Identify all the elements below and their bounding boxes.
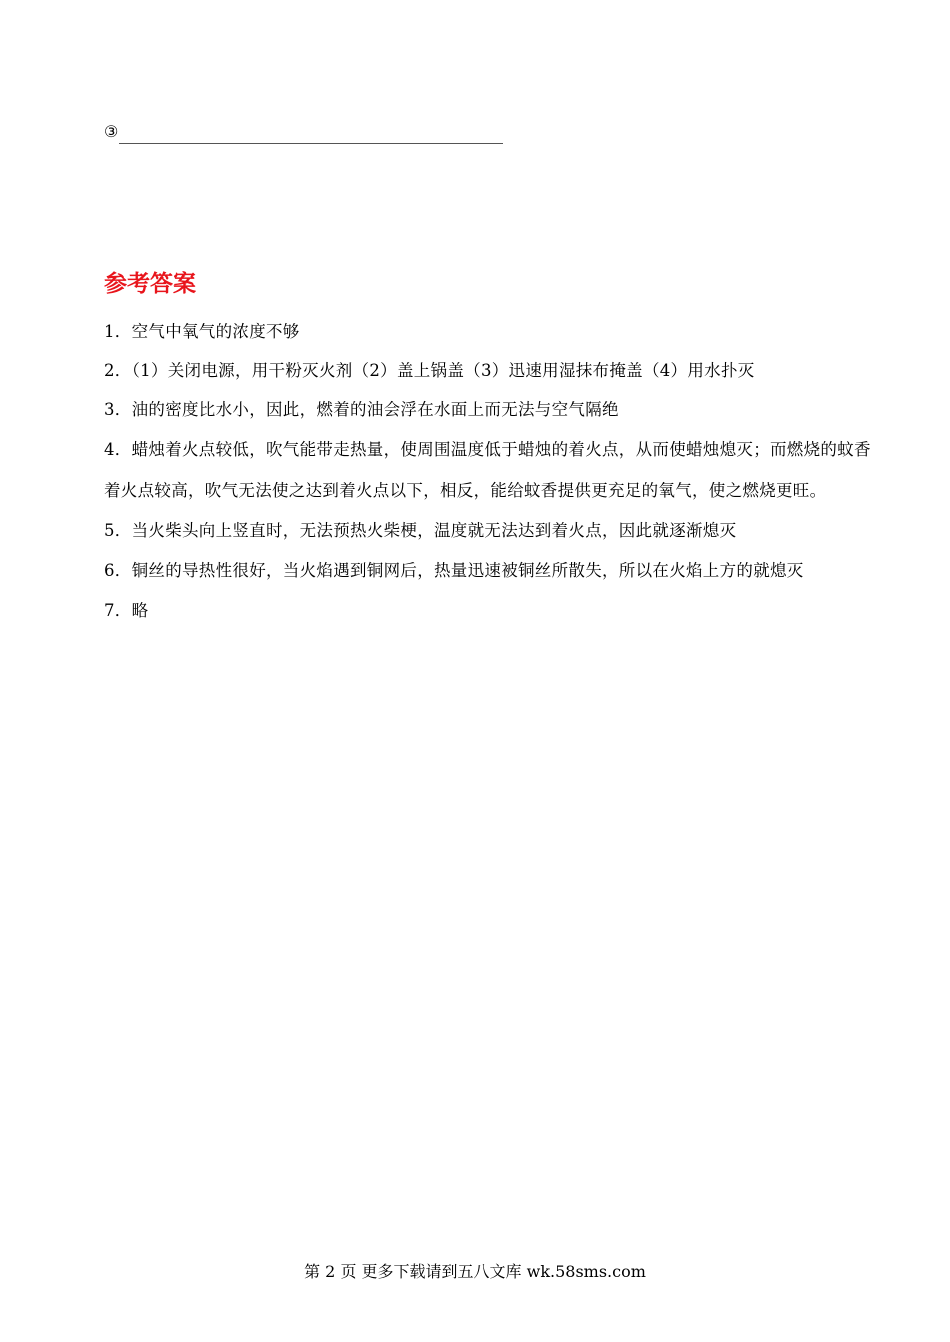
answers-heading: 参考答案 — [104, 271, 196, 297]
answer-list — [104, 312, 874, 630]
answer-item-4: 4．蜡烛着火点较低，吹气能带走热量，使周围温度低于蜡烛的着火点，从而使蜡烛熄灭；而燃烧的蚊香着火点较高，吹气无法使之达到着火点以下，相反，能给蚊香提供更充足的氧气，使之燃烧更旺。 — [104, 440, 871, 500]
answer-item-5: 5．当火柴头向上竖直时，无法预热火柴梗，温度就无法达到着火点，因此就逐渐熄灭 — [104, 521, 737, 540]
answer-item-2: 2．（1）关闭电源，用干粉灭火剂（2）盖上锅盖（3）迅速用湿抹布掩盖（4）用水扑灭 — [104, 361, 755, 380]
blank-underline — [119, 125, 503, 144]
page-footer: 第 2 页 更多下载请到五八文库 wk.58sms.com — [304, 1262, 646, 1281]
answer-item-3: 3．油的密度比水小，因此，燃着的油会浮在水面上而无法与空气隔绝 — [104, 400, 619, 419]
answer-item-1: 1．空气中氧气的浓度不够 — [104, 322, 300, 341]
answer-item-6: 6．铜丝的导热性很好，当火焰遇到铜网后，热量迅速被铜丝所散失，所以在火焰上方的就熄灭 — [104, 561, 804, 580]
answer-item-7: 7．略 — [104, 601, 149, 620]
fill-in-blank-3 — [104, 120, 503, 144]
circled-number-marker: ③ — [104, 122, 119, 141]
